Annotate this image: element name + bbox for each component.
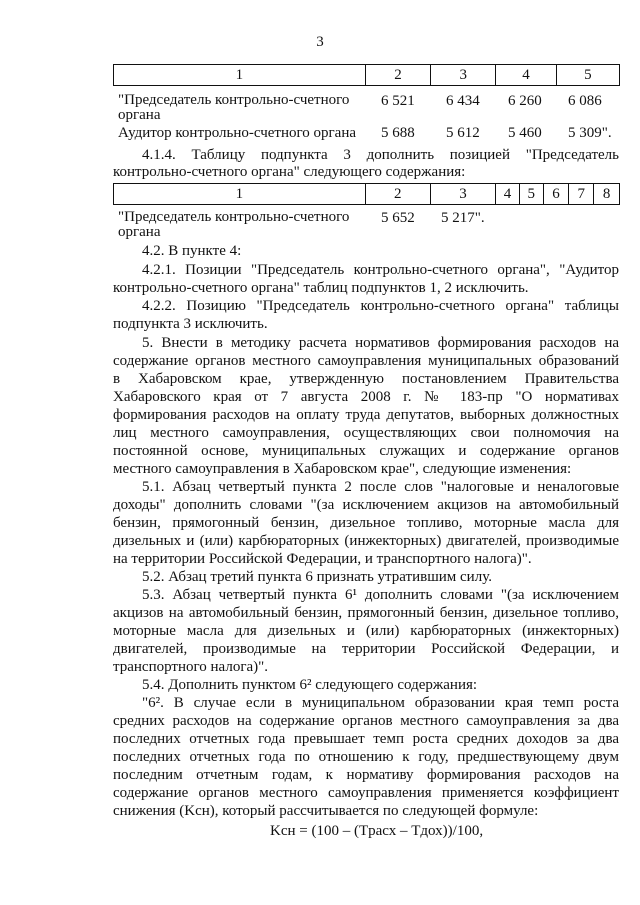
para-5-3-line5: транспортного налога)".: [113, 659, 269, 675]
para-6-2-line2: средних расходов на содержание органов местного самоуправления за два: [113, 713, 619, 729]
para-4-2-1-line2: контрольно-счетного органа" таблиц подпунктов 1, 2 исключить.: [113, 280, 529, 296]
para-4-1-4-line1: 4.1.4. Таблицу подпункта 3 дополнить позицией "Председатель: [142, 147, 619, 163]
table1-row2-val4: 5 309".: [568, 125, 612, 141]
table2-header: [113, 183, 620, 205]
table1-col-3: 3: [431, 65, 496, 86]
table1-row1-val3: 6 260: [508, 93, 542, 109]
para-5-line7: постоянной основе, муниципальных служащих и содержание органов: [113, 443, 619, 459]
page-number: 3: [316, 34, 324, 50]
table1-row1-val1: 6 521: [381, 93, 415, 109]
table1-row2-val1: 5 688: [381, 125, 415, 141]
para-5-line5: формирования расходов на оплату труда депутатов, выборных должностных: [113, 407, 619, 423]
para-6-2-line7: снижения (Kсн), который рассчитывается по следующей формуле:: [113, 803, 539, 819]
para-5-1-line3: бензин, прямогонный бензин, дизельное топливо, моторные масла для: [113, 515, 619, 531]
table1-col-4: 4: [496, 65, 556, 86]
para-4-2-1-line1: 4.2.1. Позиции "Председатель контрольно-счетного органа", "Аудитор: [142, 262, 619, 278]
para-5-line8: местного самоуправления в Хабаровском крае", следующие изменения:: [113, 461, 572, 477]
para-5-line6: лиц местного самоуправления, осуществляющих свои полномочия на: [113, 425, 619, 441]
para-6-2-line6: содержание органов местного самоуправления применяется коэффициент: [113, 785, 619, 801]
table2-col-5: 5: [519, 184, 543, 205]
para-6-2-line3: последних отчетных года превышает темп роста средних доходов за два: [113, 731, 619, 747]
para-6-2-line1: "6². В случае если в муниципальном образовании края темп роста: [142, 695, 619, 711]
para-5-1-line1: 5.1. Абзац четвертый пункта 2 после слов "налоговые и неналоговые: [142, 479, 619, 495]
para-5-4: 5.4. Дополнить пунктом 6² следующего содержания:: [142, 677, 478, 693]
table1-row1-name: "Председатель контрольно-счетного органа: [118, 92, 350, 123]
para-5-1-line5: на территории Российской Федерации, и транспортного налога)".: [113, 551, 532, 567]
table2-col-1: 1: [114, 184, 366, 205]
table2-row-name: "Председатель контрольно-счетного органа: [118, 209, 350, 240]
para-5-2: 5.2. Абзац третий пункта 6 признать утратившим силу.: [142, 569, 492, 585]
para-4-1-4-line2: контрольно-счетного органа" следующего содержания:: [113, 164, 466, 180]
para-5-line1: 5. Внести в методику расчета нормативов формирования расходов на: [142, 335, 619, 351]
para-5-1-line2: доходы" дополнить словами "(за исключением акцизов на автомобильный: [113, 497, 619, 513]
table2-col-6: 6: [543, 184, 569, 205]
table1-row2-val2: 5 612: [446, 125, 480, 141]
table1-col-2: 2: [365, 65, 430, 86]
table1-row1-val4: 6 086: [568, 93, 602, 109]
para-5-1-line4: дизельных и (или) карбюраторных (инжекторных) двигателей, производимые: [113, 533, 619, 549]
table2-row-val1: 5 652: [381, 210, 415, 226]
table2-col-3: 3: [430, 184, 495, 205]
para-6-2-line5: последним отчетным годам, к нормативу формирования расходов на: [113, 767, 619, 783]
table2-col-4: 4: [496, 184, 520, 205]
para-5-line3: в Хабаровском крае, утвержденную постановлением Правительства: [113, 371, 619, 387]
table1-row2-name: Аудитор контрольно-счетного органа: [118, 125, 357, 141]
table1-row2-val3: 5 460: [508, 125, 542, 141]
para-5-3-line3: моторные масла для дизельных и (или) карбюраторных (инжекторных): [113, 623, 619, 639]
para-5-3-line1: 5.3. Абзац четвертый пункта 6¹ дополнить словами "(за исключением: [142, 587, 619, 603]
para-5-line2: содержание органов местного самоуправления муниципальных образований: [113, 353, 619, 369]
table2-row-val2: 5 217".: [441, 210, 485, 226]
para-6-2-line4: последних отчетных года по отношению к году, предшествующему двум: [113, 749, 619, 765]
table1-col-5: 5: [556, 65, 619, 86]
para-5-3-line4: двигателей, производимые на территории Российской Федерации, и: [113, 641, 619, 657]
table2-col-8: 8: [594, 184, 620, 205]
para-5-3-line2: акцизов на автомобильный бензин, прямогонный бензин, дизельное топливо,: [113, 605, 619, 621]
table2-col-7: 7: [569, 184, 594, 205]
table1-col-1: 1: [114, 65, 366, 86]
table1-header: [113, 64, 620, 86]
para-4-2-2-line2: подпункта 3 исключить.: [113, 316, 268, 332]
para-5-line4: Хабаровского края от 7 августа 2008 г. № 183-пр "О нормативах: [113, 389, 619, 405]
para-4-2: 4.2. В пункте 4:: [142, 243, 242, 259]
table1-row1-val2: 6 434: [446, 93, 480, 109]
table2-col-2: 2: [365, 184, 430, 205]
para-4-2-2-line1: 4.2.2. Позицию "Председатель контрольно-счетного органа" таблицы: [142, 298, 619, 314]
formula-ksn: Kсн = (100 – (Tрасх – Tдох))/100,: [270, 823, 484, 839]
